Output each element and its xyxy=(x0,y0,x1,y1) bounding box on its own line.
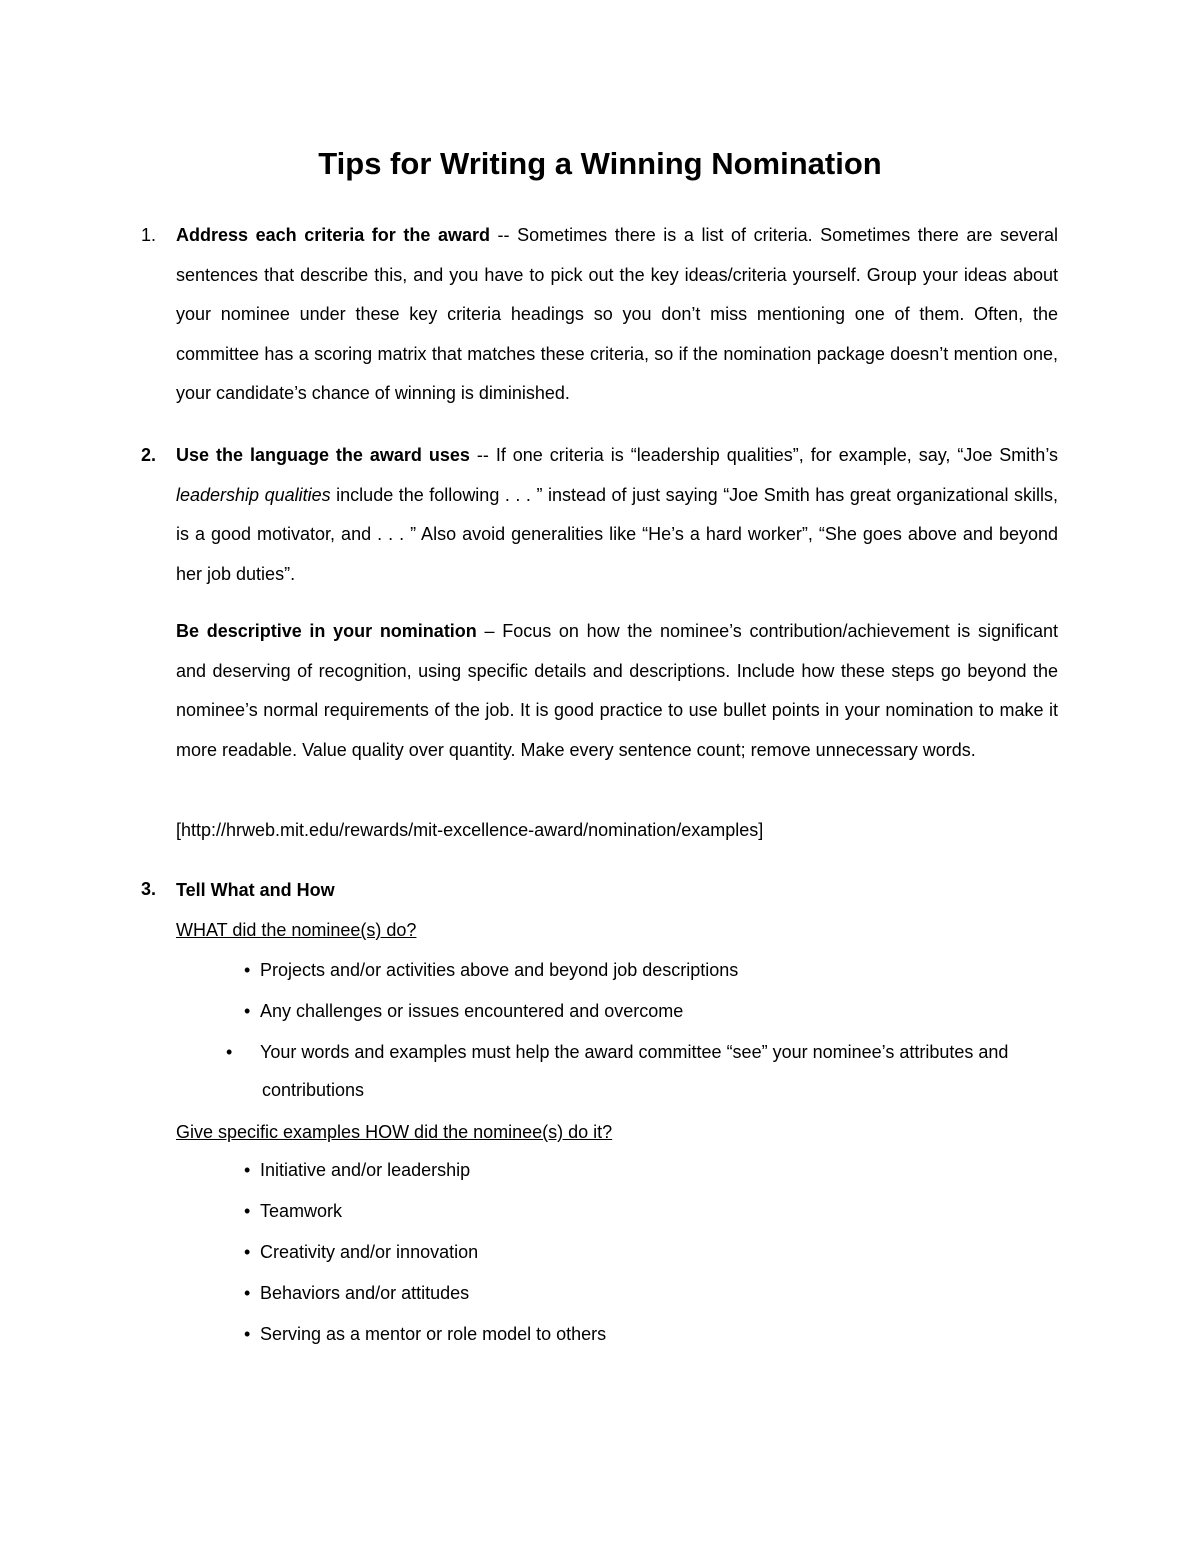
bullet-icon: • xyxy=(244,1201,251,1221)
list-item: • Creativity and/or innovation xyxy=(244,1233,1064,1271)
item-number-3: 3. xyxy=(141,879,157,899)
item-1-text: -- Sometimes there is a list of criteria. Sometimes there are several sentences that describe this, and you have to pick out the key ideas/criteria yourself. Group your ideas about your nominee under these key criteria headings so you don’t miss mentioning one of them. Often, the committee has a scoring matrix that matches these criteria, so if the nomination package doesn’t mention one, your candidate’s chance of winning is diminished. xyxy=(176,225,1058,403)
item-2-text-b: include the following . . . ” instead of just saying “Joe Smith has great organizational skills, is a good motivator, and . . . ” Also avoid generalities like “He’s a hard worker”, “She goes above and beyond her job duties”. xyxy=(176,484,1058,584)
list-item: • Serving as a mentor or role model to others xyxy=(244,1315,1064,1353)
item-1-paragraph xyxy=(176,216,1058,414)
item-2-heading: Use the language the award uses xyxy=(176,445,470,465)
list-item: • Your words and examples must help the award committee “see” your nominee’s attributes and contributions xyxy=(244,1033,1064,1109)
item-2-paragraph xyxy=(176,436,1058,594)
what-heading: WHAT did the nominee(s) do? xyxy=(176,920,417,940)
bullet-icon: • xyxy=(244,1283,251,1303)
list-item: • Any challenges or issues encountered and overcome xyxy=(244,992,1064,1030)
bullet-icon: • xyxy=(244,1324,251,1344)
bullet-icon: • xyxy=(226,1042,233,1062)
list-item: • Projects and/or activities above and beyond job descriptions xyxy=(244,951,1064,989)
item-2-italic-phrase: leadership qualities xyxy=(176,484,331,505)
bullet-icon: • xyxy=(244,960,251,980)
descriptive-text: – Focus on how the nominee’s contribution/achievement is significant and deserving of recognition, using specific details and descriptions. Include how these steps go beyond the nominee’s normal requirements of the job. It is good practice to use bullet points in your nomination to make it more readable. Value quality over quantity. Make every sentence count; remove unnecessary words. xyxy=(176,621,1058,760)
descriptive-paragraph xyxy=(176,612,1058,770)
list-item: • Teamwork xyxy=(244,1192,1064,1230)
bullet-icon: • xyxy=(244,1242,251,1262)
item-2-text-a: -- If one criteria is “leadership qualities”, for example, say, “Joe Smith’s xyxy=(469,445,1058,465)
item-number-1: 1. xyxy=(141,225,157,245)
list-item: • Behaviors and/or attitudes xyxy=(244,1274,1064,1312)
bullet-icon: • xyxy=(244,1160,251,1180)
item-1-heading: Address each criteria for the award xyxy=(176,225,490,245)
item-3-heading: Tell What and How xyxy=(176,880,335,900)
examples-link[interactable]: [http://hrweb.mit.edu/rewards/mit-excellence-award/nomination/examples] xyxy=(176,820,764,840)
bullet-icon: • xyxy=(244,1001,251,1021)
how-heading: Give specific examples HOW did the nominee(s) do it? xyxy=(176,1122,613,1142)
list-item: • Initiative and/or leadership xyxy=(244,1151,1064,1189)
descriptive-heading: Be descriptive in your nomination xyxy=(176,621,477,641)
item-number-2: 2. xyxy=(141,445,157,465)
page-title: Tips for Writing a Winning Nomination xyxy=(318,146,882,181)
